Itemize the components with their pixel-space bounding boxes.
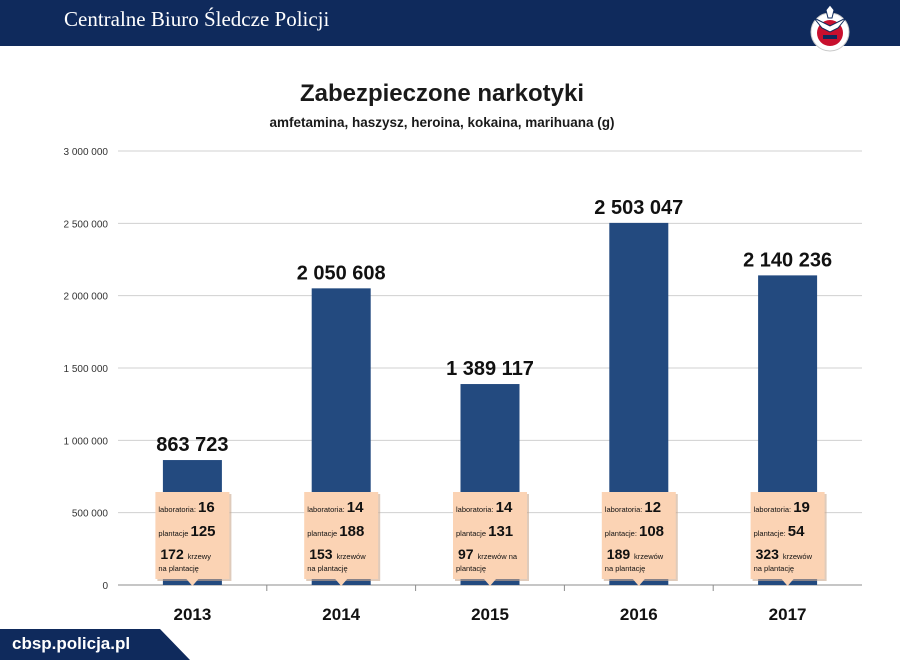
callout-shrub-value: 153 (309, 546, 337, 562)
callout-shrub-value: 189 (606, 546, 635, 562)
chart-title: Zabezpieczone narkotyki (299, 80, 585, 107)
y-tick-label: 3 000 000 (63, 147, 108, 158)
chart-subtitle: amfetamina, haszysz, heroina, kokaina, marihuana (g) (269, 115, 615, 130)
x-tick-label: 2015 (471, 605, 509, 624)
callouts (155, 492, 826, 586)
callout-lab-value: 14 (346, 499, 364, 516)
callout-lab-label-text: laboratoria: (456, 505, 496, 514)
header-title: Centralne Biuro Śledcze Policji (64, 7, 330, 31)
callout-lab-label-text: laboratoria: (604, 505, 645, 514)
callout-plant-label-text: plantacje: (604, 529, 640, 538)
callout-box (453, 492, 529, 586)
callout-shrub-value: 97 (458, 546, 478, 562)
y-tick-label: 1 000 000 (63, 436, 108, 448)
x-axis (173, 585, 806, 624)
callout-lab-label-text: laboratoria: (158, 505, 199, 514)
callout-plant-value: 54 (787, 523, 805, 540)
callout-shrub-label: krzewów (336, 552, 366, 561)
callout-box (751, 492, 827, 586)
callout-shrub-suffix: na plantację (753, 564, 795, 573)
x-tick-label: 2017 (768, 605, 807, 624)
callout-lab-label-text: laboratoria: (307, 505, 347, 514)
y-tick-label: 500 000 (71, 508, 108, 520)
callout-plant-value: 125 (190, 523, 216, 540)
callout-plant-value: 131 (488, 523, 514, 540)
callout-shrub-label: krzewy (187, 552, 211, 561)
bar-value-label: 863 723 (156, 434, 229, 457)
callout-lab-value: 19 (793, 499, 810, 516)
footer-badge[interactable] (0, 629, 190, 660)
callout-shrub-label: krzewów (634, 552, 664, 561)
bar-value-label: 1 389 117 (446, 358, 534, 381)
callout-lab-label-text: laboratoria: (753, 505, 794, 514)
y-tick-label: 2 000 000 (63, 291, 108, 303)
callout-plant-label-text: plantacje (456, 529, 489, 538)
callout-shrub-label: krzewów na (477, 552, 518, 561)
bar-value-label: 2 503 047 (594, 196, 684, 219)
callout-shrub-suffix: na plantację (307, 564, 348, 573)
y-tick-label: 2 500 000 (63, 219, 108, 231)
callout-plant-value: 188 (339, 523, 365, 540)
callout-shrub-value: 323 (755, 546, 783, 562)
callout-plant-label-text: plantacje (158, 529, 191, 538)
bar-value-label: 2 050 608 (296, 262, 386, 285)
callout-shrub-suffix: plantację (456, 564, 487, 573)
bar-value-label: 2 140 236 (743, 249, 833, 272)
callout-plant-label-text: plantacje: (753, 529, 788, 538)
callout-box (602, 492, 678, 586)
callout-lab-value: 14 (495, 499, 513, 516)
y-tick-label: 0 (102, 581, 108, 592)
callout-box (304, 492, 380, 586)
callout-lab-value: 12 (644, 499, 662, 516)
callout-plant-value: 108 (639, 523, 665, 540)
x-tick-label: 2013 (173, 605, 212, 624)
callout-lab-value: 16 (198, 499, 215, 516)
footer-link[interactable]: cbsp.policja.pl (12, 634, 131, 653)
callout-plant-label-text: plantacje (307, 529, 340, 538)
x-tick-label: 2014 (322, 605, 361, 624)
callout-shrub-suffix: na plantację (158, 564, 199, 573)
callout-shrub-label: krzewów (782, 552, 813, 561)
y-tick-label: 1 500 000 (63, 364, 108, 375)
x-tick-label: 2016 (619, 605, 658, 624)
callout-box (155, 492, 231, 586)
callout-shrub-value: 172 (160, 546, 188, 562)
callout-shrub-suffix: na plantację (604, 564, 646, 573)
